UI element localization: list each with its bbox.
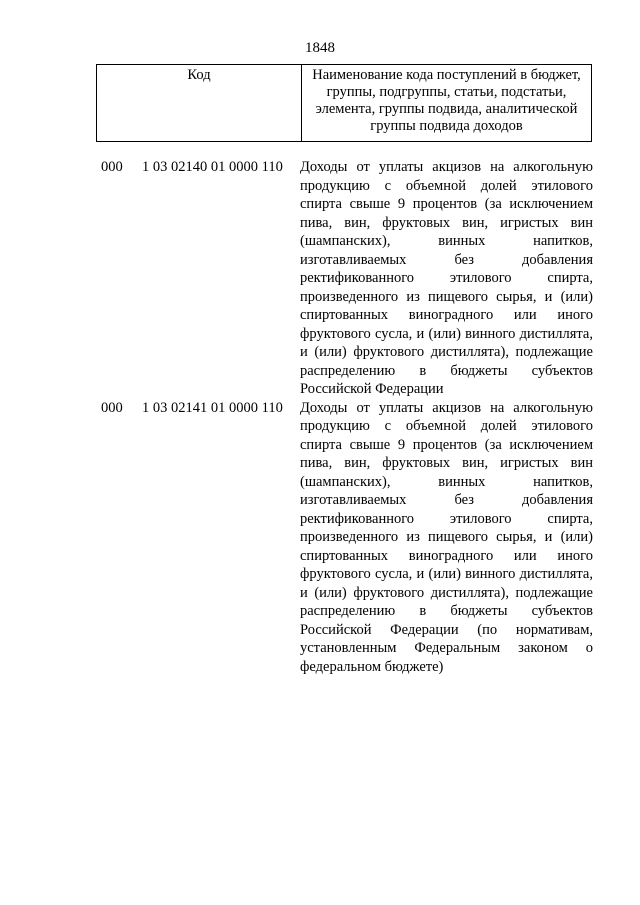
- table-header: [96, 64, 592, 142]
- header-name: Наименование кода поступлений в бюджет, группы, подгруппы, статьи, подстатьи, элемента, группы подвида, аналитической группы подвида доходов: [302, 65, 592, 142]
- admin-code: 000: [101, 399, 123, 416]
- budget-code: 1 03 02141 01 0000 110: [142, 399, 283, 416]
- income-name: Доходы от уплаты акцизов на алкогольную продукцию с объемной долей этилового спирта свыше 9 процентов (за исключением пива, вин, фруктовых вин, игристых вин (шампанских), винных напитков, изготавливаемых без добавления ректификованного этилового спирта, произведенного из пищевого сырья, и (или) спиртованных виноградного или иного фруктового сусла, и (или) винного дистиллята, и (или) фруктового дистиллята), подлежащие распределению в бюджеты субъектов Российской Федерации: [300, 159, 593, 397]
- table-body: [101, 158, 593, 676]
- budget-code: 1 03 02140 01 0000 110: [142, 159, 283, 175]
- table-row: [101, 399, 593, 677]
- admin-code: 000: [101, 159, 123, 175]
- header-code: Код: [97, 65, 302, 142]
- income-name: Доходы от уплаты акцизов на алкогольную продукцию с объемной долей этилового спирта свыше 9 процентов (за исключением пива, вин, фруктовых вин, игристых вин (шампанских), винных напитков, изготавливаемых без добавления ректификованного этилового спирта, произведенного из пищевого сырья, и (или) спиртованных виноградного или иного фруктового сусла, и (или) винного дистиллята, и (или) фруктового дистиллята), подлежащие распределению в бюджеты субъектов Российской Федерации (по нормативам, установленным Федеральным законом о федеральном бюджете): [300, 399, 593, 675]
- table-row: [101, 158, 593, 399]
- page-number: 1848: [305, 40, 335, 56]
